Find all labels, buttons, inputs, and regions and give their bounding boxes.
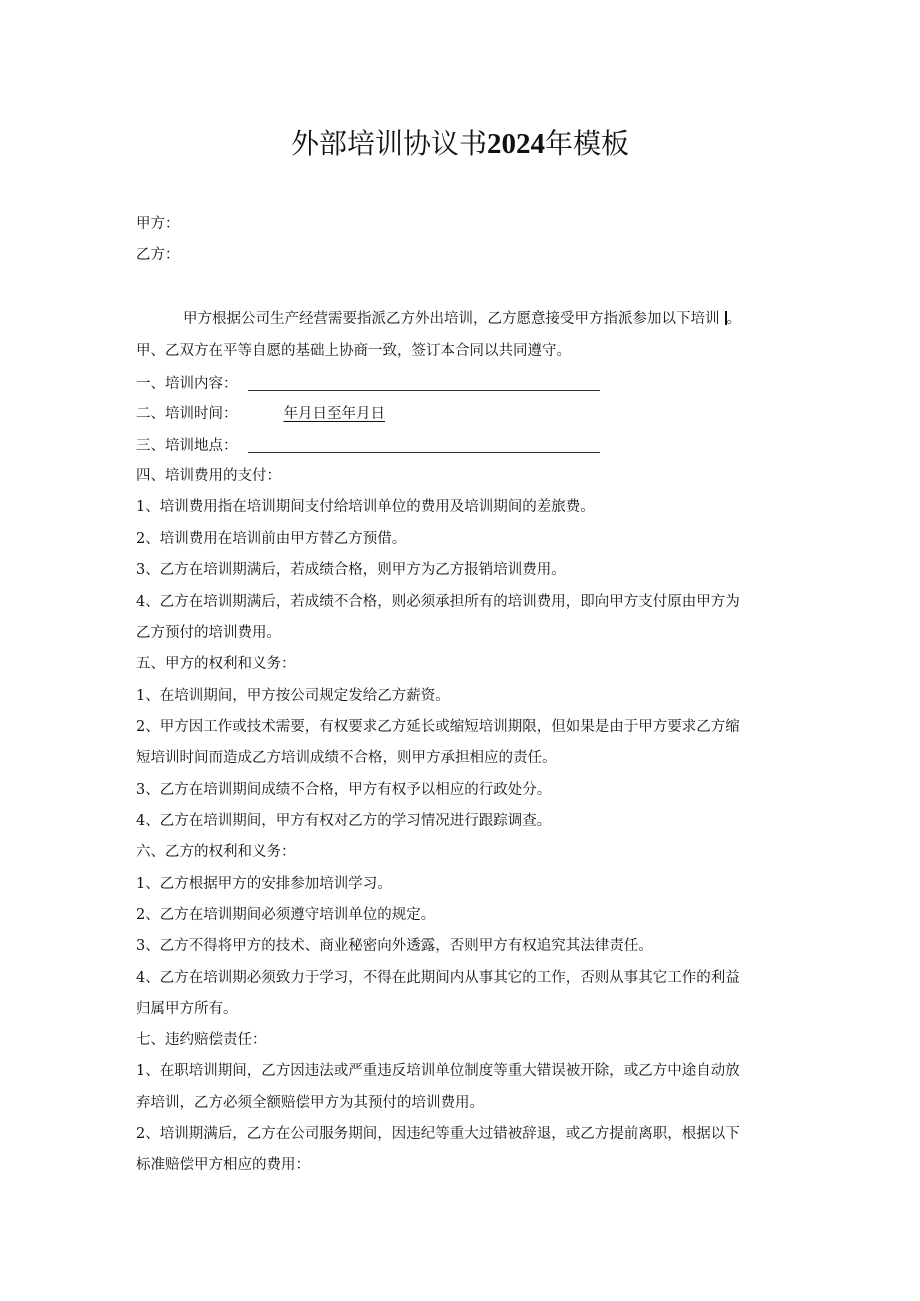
section-5-item-1: 1、在培训期间，甲方按公司规定发给乙方薪资。 <box>136 688 450 704</box>
section-6-heading: 六、乙方的权利和义务： <box>136 844 296 860</box>
section-7-item-1-line-1: 1、在职培训期间，乙方因违法或严重违反培训单位制度等重大错误被开除，或乙方中途自动放 <box>136 1063 740 1079</box>
intro-paragraph-line-2: 甲、乙双方在平等自愿的基础上协商一致，签订本合同以共同遵守。 <box>136 343 571 359</box>
title-year: 2024 <box>487 128 545 160</box>
training-content-label: 一、培训内容： <box>136 376 238 392</box>
section-7-item-1-line-2: 弃培训，乙方必须全额赔偿甲方为其预付的培训费用。 <box>136 1095 484 1111</box>
text-cursor-mark <box>725 311 727 325</box>
section-4-heading: 四、培训费用的支付： <box>136 468 281 484</box>
title-suffix: 年模板 <box>545 127 630 160</box>
training-location-blank <box>248 438 600 453</box>
section-5-item-3: 3、乙方在培训期间成绩不合格，甲方有权予以相应的行政处分。 <box>136 782 552 798</box>
party-b-label: 乙方： <box>136 247 180 263</box>
section-5-item-4: 4、乙方在培训期间，甲方有权对乙方的学习情况进行跟踪调查。 <box>136 813 552 829</box>
section-training-time <box>136 404 786 424</box>
training-time-value: 年月日至年月日 <box>283 406 385 422</box>
section-6-item-4-line-1: 4、乙方在培训期必须致力于学习，不得在此期间内从事其它的工作，否则从事其它工作的利益 <box>136 970 740 986</box>
section-7-item-2-line-1: 2、培训期满后，乙方在公司服务期间，因违纪等重大过错被辞退，或乙方提前离职，根据以下 <box>136 1126 740 1142</box>
title-prefix: 外部培训协议书 <box>290 127 487 160</box>
training-time-label: 二、培训时间： <box>136 406 238 422</box>
section-5-item-2-line-2: 短培训时间而造成乙方培训成绩不合格，则甲方承担相应的责任。 <box>136 750 557 766</box>
training-location-label: 三、培训地点： <box>136 438 238 454</box>
section-7-item-2-line-2: 标准赔偿甲方相应的费用： <box>136 1157 310 1173</box>
party-a-label: 甲方： <box>136 216 180 232</box>
training-content-blank <box>248 376 600 391</box>
section-7-heading: 七、违约赔偿责任： <box>136 1032 267 1048</box>
section-6-item-3: 3、乙方不得将甲方的技术、商业秘密向外透露，否则甲方有权追究其法律责任。 <box>136 938 653 954</box>
section-5-item-2-line-1: 2、甲方因工作或技术需要，有权要求乙方延长或缩短培训期限，但如果是由于甲方要求乙方缩 <box>136 719 740 735</box>
intro-text-1: 甲方根据公司生产经营需要指派乙方外出培训，乙方愿意接受甲方指派参加以下培训 <box>183 311 720 327</box>
section-training-content <box>136 373 786 394</box>
section-4-item-4-line-1: 4、乙方在培训期满后，若成绩不合格，则必须承担所有的培训费用，即向甲方支付原由甲方为 <box>136 594 740 610</box>
intro-paragraph-line-1: 甲方根据公司生产经营需要指派乙方外出培训，乙方愿意接受甲方指派参加以下培训 。 <box>183 311 741 327</box>
section-5-heading: 五、甲方的权利和义务： <box>136 656 296 672</box>
section-4-item-2: 2、培训费用在培训前由甲方替乙方预借。 <box>136 531 407 547</box>
section-training-location <box>136 435 786 456</box>
section-6-item-1: 1、乙方根据甲方的安排参加培训学习。 <box>136 876 392 892</box>
section-4-item-4-line-2: 乙方预付的培训费用。 <box>136 625 281 641</box>
section-4-item-3: 3、乙方在培训期满后，若成绩合格，则甲方为乙方报销培训费用。 <box>136 562 566 578</box>
section-6-item-4-line-2: 归属甲方所有。 <box>136 1001 238 1017</box>
document-title <box>0 122 920 162</box>
section-4-item-1: 1、培训费用指在培训期间支付给培训单位的费用及培训期间的差旅费。 <box>136 499 595 515</box>
section-6-item-2: 2、乙方在培训期间必须遵守培训单位的规定。 <box>136 907 436 923</box>
